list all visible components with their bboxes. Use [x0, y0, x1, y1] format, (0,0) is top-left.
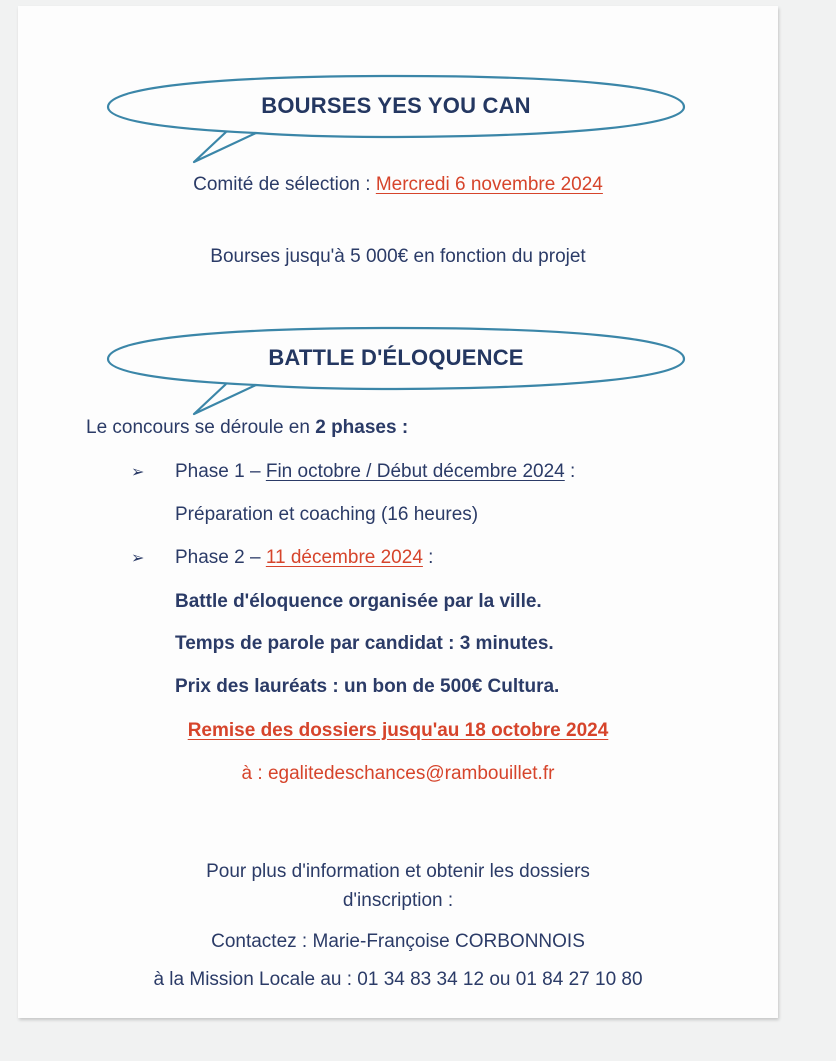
phase1-detail: Préparation et coaching (16 heures) — [175, 504, 479, 525]
arrowhead-bullet-icon: ➢ — [131, 464, 145, 481]
phone-line: à la Mission Locale au : 01 34 83 34 12 ou 01 84 27 10 80 — [153, 969, 643, 990]
contact-line: Contactez : Marie-Françoise CORBONNOIS — [211, 931, 585, 952]
speech-bubble-icon — [106, 70, 686, 170]
deadline-notice: Remise des dossiers jusqu'au 18 octobre 2024 — [187, 720, 609, 741]
flyer-sheet — [18, 6, 778, 1018]
committee-line — [18, 174, 778, 196]
phase2-detail: Prix des lauréats : un bon de 500€ Cultura. — [175, 676, 560, 697]
speech-bubble-battle — [106, 322, 686, 422]
arrowhead-bullet-icon: ➢ — [131, 550, 145, 567]
phase2-date: 11 décembre 2024 — [265, 547, 423, 568]
committee-date: Mercredi 6 novembre 2024 — [375, 174, 603, 195]
phase1-label: Phase 1 – — [175, 461, 266, 482]
battle-intro — [86, 417, 408, 439]
phase2-label: Phase 2 – — [175, 547, 266, 568]
bourses-amount: Bourses jusqu'à 5 000€ en fonction du projet — [210, 246, 586, 267]
info-line-1: Pour plus d'information et obtenir les dossiers — [206, 861, 590, 882]
info-line-2: d'inscription : — [342, 890, 454, 911]
phase2-suffix: : — [422, 547, 434, 568]
intro-bold: 2 phases : — [315, 417, 409, 438]
phase1-suffix: : — [564, 461, 576, 482]
phase2-detail: Battle d'éloquence organisée par la ville. — [175, 591, 542, 612]
speech-bubble-icon — [106, 322, 686, 422]
email-line: à : egalitedeschances@rambouillet.fr — [241, 763, 555, 784]
phase1-line — [175, 461, 575, 483]
speech-bubble-bourses — [106, 70, 686, 170]
battle-title: BATTLE D'ÉLOQUENCE — [268, 345, 524, 370]
committee-label: Comité de sélection : — [193, 174, 376, 195]
phase1-dates: Fin octobre / Début décembre 2024 — [265, 461, 565, 482]
intro-prefix: Le concours se déroule en — [86, 417, 316, 438]
phase2-detail: Temps de parole par candidat : 3 minutes. — [175, 633, 554, 654]
phase2-line — [175, 547, 433, 569]
bourses-title: BOURSES YES YOU CAN — [261, 93, 531, 118]
